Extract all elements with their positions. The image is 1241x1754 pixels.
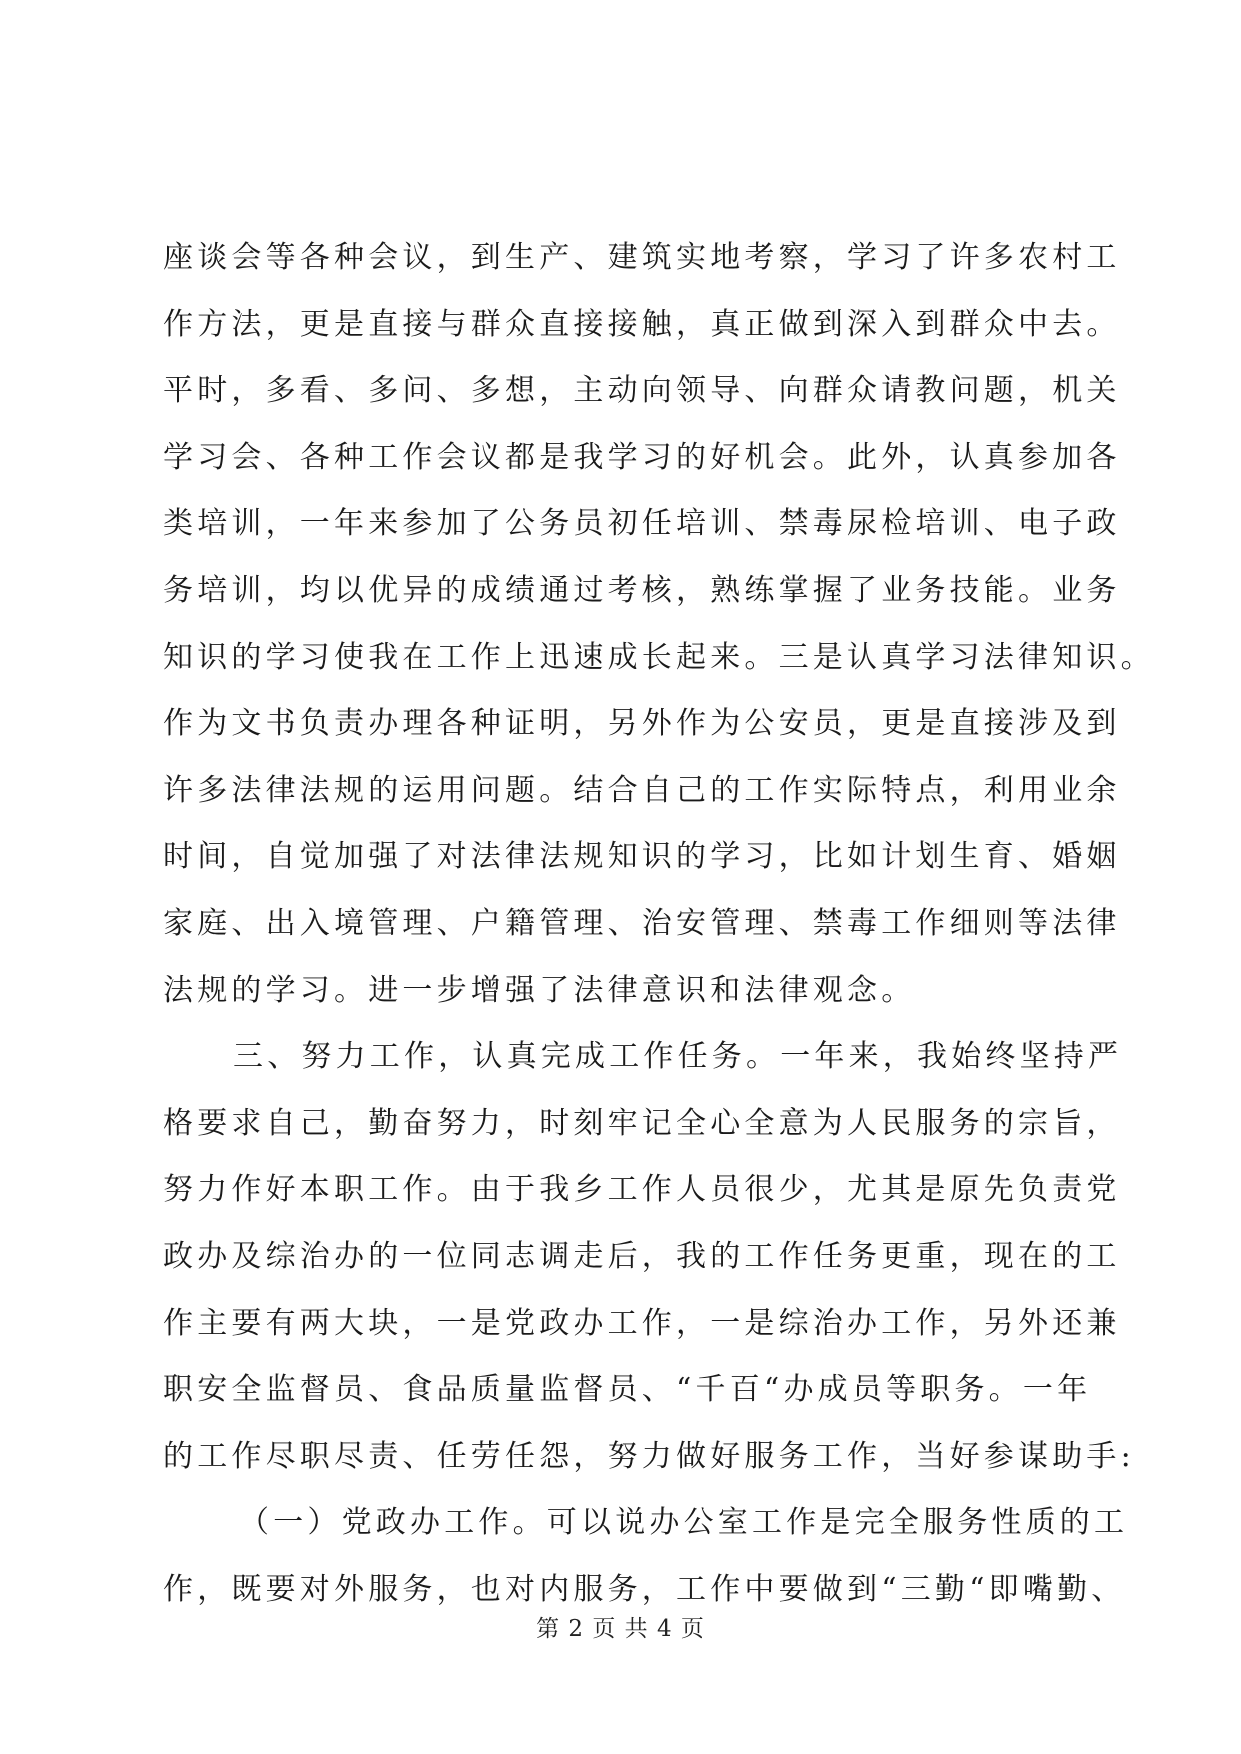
body-text [163,225,1155,1623]
text-line: 作主要有两大块，一是党政办工作，一是综治办工作，另外还兼 [163,1305,1121,1341]
text-line: 政办及综治办的一位同志调走后，我的工作任务更重，现在的工 [163,1238,1121,1274]
text-line: 座谈会等各种会议，到生产、建筑实地考察，学习了许多农村工 [163,240,1121,275]
text-line: 许多法律法规的运用问题。结合自己的工作实际特点，利用业余 [163,772,1121,808]
text-line: 的工作尽职尽责、任劳任怨，努力做好服务工作，当好参谋助手: [163,1438,1135,1474]
text-line: 平时，多看、多问、多想，主动向领导、向群众请教问题，机关 [163,373,1121,409]
text-line: 法规的学习。进一步增强了法律意识和法律观念。 [163,972,916,1008]
text-line: 努力作好本职工作。由于我乡工作人员很少，尤其是原先负责党 [163,1172,1121,1208]
subsection-heading-line: （一）党政办工作。可以说办公室工作是完全服务性质的工 [239,1505,1129,1541]
text-line: 类培训，一年来参加了公务员初任培训、禁毒尿检培训、电子政 [163,506,1121,542]
page-number-footer: 第 2 页 共 4 页 [536,1616,705,1642]
text-line: 作，既要对外服务，也对内服务，工作中要做到“三勤“即嘴勤、 [163,1571,1126,1607]
text-line: 家庭、出入境管理、户籍管理、治安管理、禁毒工作细则等法律 [163,905,1121,941]
text-line: 务培训，均以优异的成绩通过考核，熟练掌握了业务技能。业务 [163,572,1121,608]
text-line: 学习会、各种工作会议都是我学习的好机会。此外，认真参加各 [163,439,1121,475]
text-line: 知识的学习使我在工作上迅速成长起来。三是认真学习法律知识。 [163,639,1155,675]
text-line: 作为文书负责办理各种证明，另外作为公安员，更是直接涉及到 [163,706,1121,742]
section-heading-line: 三、努力工作，认真完成工作任务。一年来，我始终坚持严 [233,1039,1123,1075]
text-line: 作方法，更是直接与群众直接接触，真正做到深入到群众中去。 [163,306,1121,342]
text-line: 时间，自觉加强了对法律法规知识的学习，比如计划生育、婚姻 [163,839,1121,875]
text-line: 职安全监督员、食品质量监督员、“千百“办成员等职务。一年 [163,1372,1092,1408]
text-line: 格要求自己，勤奋努力，时刻牢记全心全意为人民服务的宗旨， [163,1105,1121,1141]
